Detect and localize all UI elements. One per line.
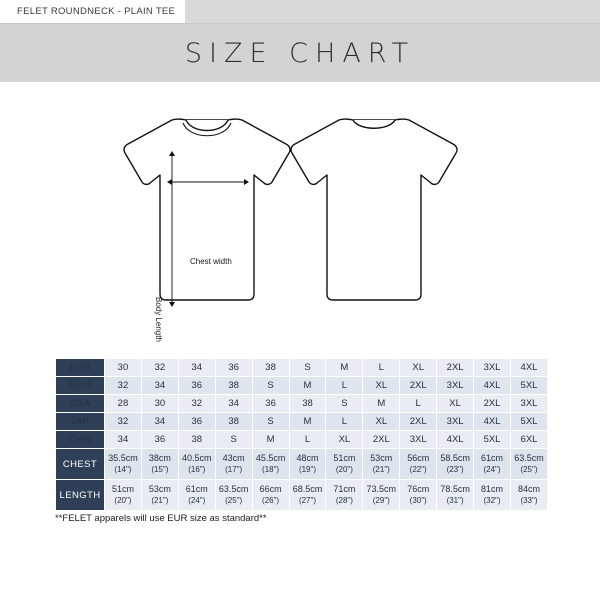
cell: 38 (215, 377, 252, 395)
cell (178, 480, 215, 511)
cell: L (289, 431, 326, 449)
cell (510, 449, 547, 480)
cell-imperial: (17") (225, 465, 243, 474)
cell: 3XL (400, 431, 437, 449)
cell: 2XL (474, 395, 511, 413)
cell: L (363, 359, 400, 377)
cell-imperial: (26") (262, 496, 280, 505)
footnote: **FELET apparels will use EUR size as standard** (55, 513, 267, 524)
cell (141, 480, 178, 511)
cell (105, 480, 142, 511)
cell-imperial: (24") (483, 465, 501, 474)
cell-metric: 63.5cm (514, 453, 544, 463)
cell-metric: 84cm (517, 484, 540, 494)
cell (363, 480, 400, 511)
cell: 36 (141, 431, 178, 449)
cell: 34 (141, 377, 178, 395)
cell: 4XL (437, 431, 474, 449)
cell-metric: 68.5cm (292, 484, 323, 494)
cell (178, 449, 215, 480)
cell-metric: 76cm (407, 484, 430, 494)
cell: 38 (215, 413, 252, 431)
cell-metric: 73.5cm (366, 484, 397, 494)
table-row (56, 377, 548, 395)
cell: XL (363, 413, 400, 431)
cell-metric: 66cm (259, 484, 282, 494)
cell: 30 (105, 359, 142, 377)
cell: 36 (178, 413, 215, 431)
cell: 36 (215, 359, 252, 377)
cell-imperial: (23") (446, 465, 464, 474)
cell: 3XL (510, 395, 547, 413)
tshirt-diagram-svg (0, 82, 600, 352)
cell-metric: 56cm (407, 453, 430, 463)
cell: 32 (105, 377, 142, 395)
cell-metric: 43cm (222, 453, 245, 463)
cell-imperial: (20") (114, 496, 132, 505)
cell: 38 (252, 359, 289, 377)
cell: M (326, 359, 363, 377)
cell-imperial: (31") (446, 496, 464, 505)
cell-imperial: (33") (520, 496, 538, 505)
cell: 3XL (437, 413, 474, 431)
cell-metric: 61cm (185, 484, 208, 494)
cell (252, 449, 289, 480)
cell (326, 480, 363, 511)
cell: 32 (178, 395, 215, 413)
cell: 30 (141, 395, 178, 413)
cell: 36 (252, 395, 289, 413)
cell (289, 480, 326, 511)
cell-imperial: (25") (225, 496, 243, 505)
cell-metric: 48cm (296, 453, 319, 463)
table-row (56, 395, 548, 413)
cell-imperial: (24") (188, 496, 206, 505)
cell: 38 (178, 431, 215, 449)
tshirt-back (291, 119, 457, 300)
cell: 28 (105, 395, 142, 413)
cell: M (289, 377, 326, 395)
cell (400, 449, 437, 480)
cell (215, 480, 252, 511)
row-label-length: LENGTH (56, 480, 105, 511)
tshirt-front (124, 119, 290, 300)
cell-metric: 53cm (370, 453, 393, 463)
cell-metric: 78.5cm (440, 484, 470, 494)
cell: 34 (141, 413, 178, 431)
top-bar (0, 0, 600, 24)
product-title: FELET ROUNDNECK - PLAIN TEE (17, 6, 176, 17)
cell-imperial: (21") (372, 465, 390, 474)
row-label-eur: EUR (56, 359, 105, 377)
cell: 4XL (474, 377, 511, 395)
cell-metric: 35.5cm (108, 453, 138, 463)
cell: 2XL (400, 377, 437, 395)
cell: 5XL (510, 413, 547, 431)
cell: 3XL (474, 359, 511, 377)
row-label-jap: JAP (56, 413, 105, 431)
cell: S (252, 377, 289, 395)
cell-imperial: (14") (114, 465, 132, 474)
row-label-usa: USA (56, 395, 105, 413)
cell-imperial: (19") (298, 465, 317, 474)
cell (400, 480, 437, 511)
cell-imperial: (28") (335, 496, 353, 505)
row-label-chest: CHEST (56, 449, 105, 480)
cell-metric: 81cm (481, 484, 504, 494)
cell (363, 449, 400, 480)
body-length-label: Body Length (154, 297, 163, 342)
cell: XL (437, 395, 474, 413)
cell: 2XL (363, 431, 400, 449)
cell: 2XL (400, 413, 437, 431)
cell-metric: 58.5cm (440, 453, 470, 463)
cell-imperial: (15") (151, 465, 169, 474)
cell-metric: 51cm (333, 453, 356, 463)
top-bar-fill (185, 0, 600, 23)
cell-metric: 40.5cm (182, 453, 212, 463)
cell (252, 480, 289, 511)
size-table-body (56, 359, 548, 511)
table-row (56, 449, 548, 480)
cell-imperial: (25") (520, 465, 538, 474)
cell: 3XL (437, 377, 474, 395)
cell-imperial: (22") (409, 465, 427, 474)
cell-metric: 45.5cm (255, 453, 286, 463)
cell: 5XL (510, 377, 547, 395)
row-label-chn: CHN (56, 431, 105, 449)
cell: 5XL (474, 431, 511, 449)
cell: S (289, 359, 326, 377)
cell: 32 (105, 413, 142, 431)
cell: 6XL (510, 431, 547, 449)
table-row (56, 413, 548, 431)
row-label-asia: ASIA (56, 377, 105, 395)
cell (510, 480, 547, 511)
size-table (55, 358, 548, 511)
cell-imperial: (21") (151, 496, 169, 505)
cell: L (326, 377, 363, 395)
cell: XL (363, 377, 400, 395)
tshirt-illustration (0, 82, 600, 352)
cell-imperial: (32") (483, 496, 501, 505)
cell: 34 (178, 359, 215, 377)
size-chart-banner (0, 24, 600, 82)
cell (105, 449, 142, 480)
table-row (56, 359, 548, 377)
cell (289, 449, 326, 480)
size-table-wrapper (55, 358, 548, 511)
cell-metric: 61cm (481, 453, 504, 463)
cell: S (215, 431, 252, 449)
cell: XL (400, 359, 437, 377)
cell: 38 (289, 395, 326, 413)
chest-width-label: Chest width (190, 257, 232, 266)
cell-metric: 71cm (333, 484, 356, 494)
cell-imperial: (18") (262, 465, 280, 474)
cell: L (400, 395, 437, 413)
cell: S (252, 413, 289, 431)
table-row (56, 431, 548, 449)
cell-imperial: (30") (409, 496, 427, 505)
cell: 4XL (510, 359, 547, 377)
cell-metric: 53cm (148, 484, 171, 494)
cell (215, 449, 252, 480)
cell (474, 449, 511, 480)
cell (326, 449, 363, 480)
cell-imperial: (20") (335, 465, 353, 474)
cell: 36 (178, 377, 215, 395)
cell-imperial: (16") (188, 465, 206, 474)
cell: M (252, 431, 289, 449)
cell (437, 480, 474, 511)
cell: 4XL (474, 413, 511, 431)
cell-imperial: (27") (298, 496, 317, 505)
cell-metric: 63.5cm (218, 484, 249, 494)
cell-metric: 38cm (148, 453, 171, 463)
cell: 34 (215, 395, 252, 413)
cell: 34 (105, 431, 142, 449)
cell: S (326, 395, 363, 413)
banner-title: SIZE CHART (184, 38, 416, 69)
cell: 32 (141, 359, 178, 377)
cell: L (326, 413, 363, 431)
cell (474, 480, 511, 511)
cell: 2XL (437, 359, 474, 377)
cell-imperial: (29") (372, 496, 390, 505)
table-row (56, 480, 548, 511)
cell (141, 449, 178, 480)
cell-metric: 51cm (111, 484, 134, 494)
cell (437, 449, 474, 480)
cell: M (363, 395, 400, 413)
cell: M (289, 413, 326, 431)
cell: XL (326, 431, 363, 449)
